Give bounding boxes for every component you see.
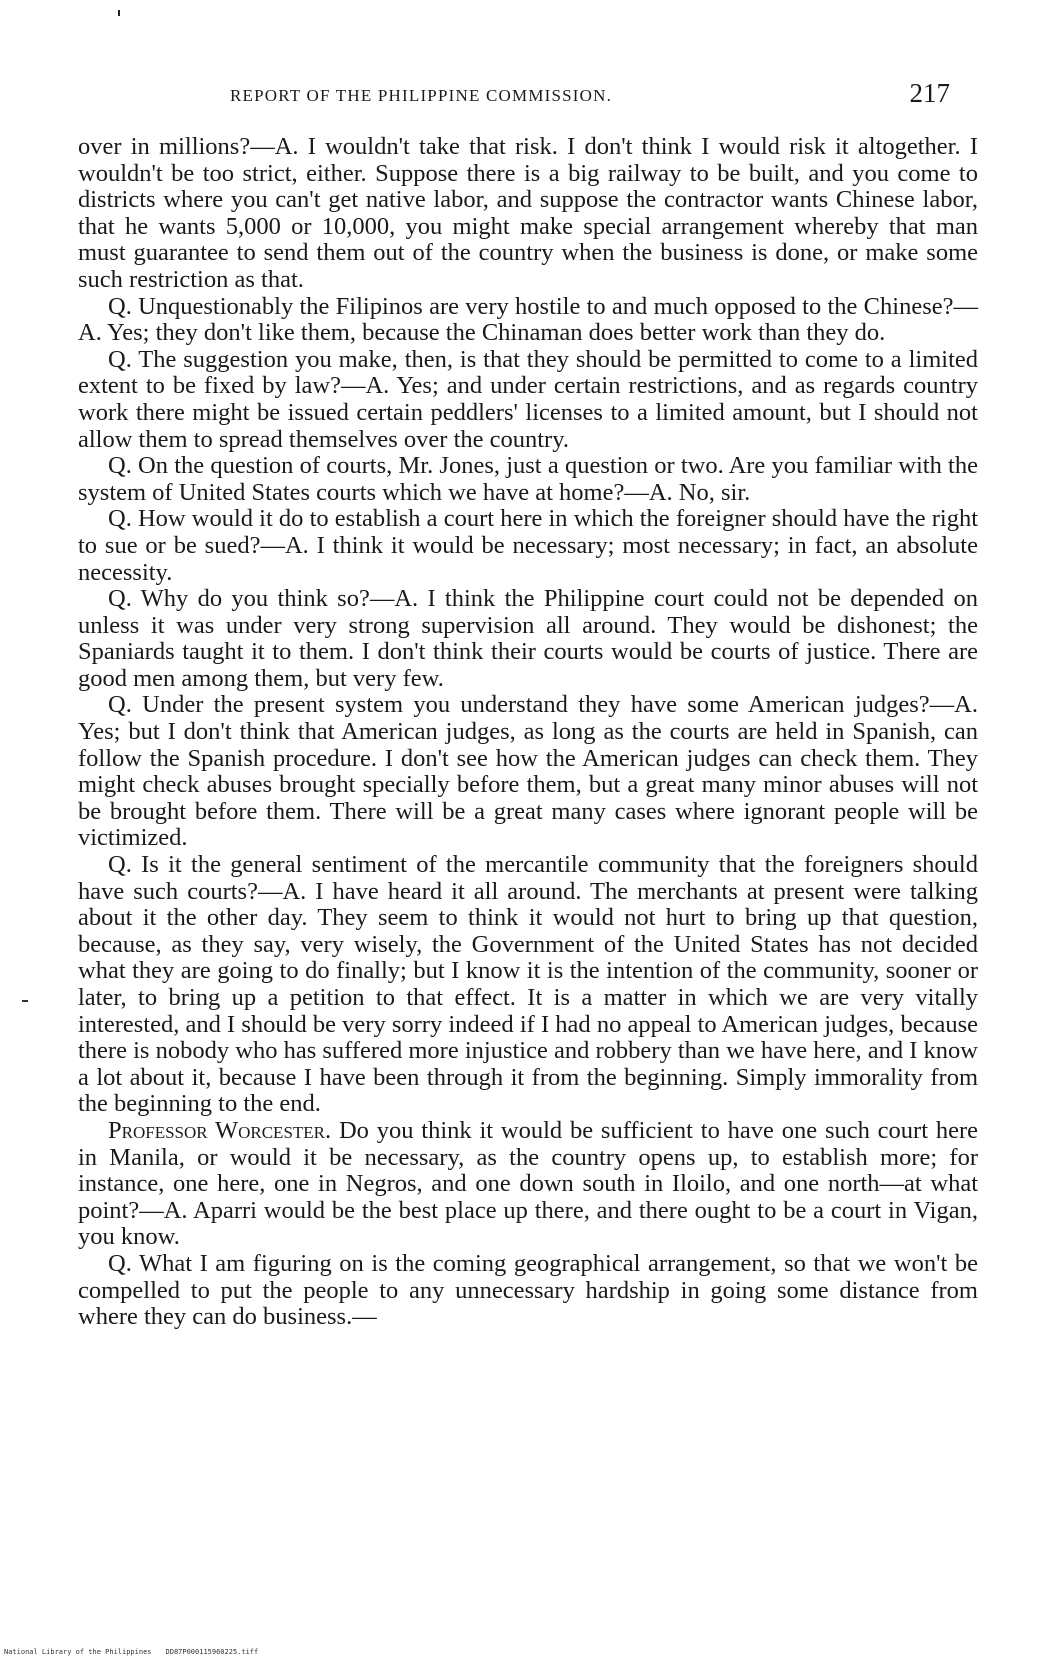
paragraph-qa (78, 852, 978, 1118)
paragraph-text: Q. What I am figuring on is the coming geographical arrangement, so that we won't be compelled to put the people to any unnecessary hardship in going some distance from where they can do business.— (78, 1249, 978, 1331)
paragraph-text: Q. On the question of courts, Mr. Jones, just a question or two. Are you familiar with the system of United States courts which we have at home?—A. No, sir. (78, 452, 978, 506)
paragraph-speaker (78, 1118, 978, 1251)
paragraph-text: Do you think it would be sufficient to have one such court here in Manila, or would it be necessary, as the country opens up, to establish more; for instance, one here, one in Negros, and one down south in Iloilo, and one north—at what point?—A. Aparri would be the best place up there, and there ought to be a court in Vigan, you know. (78, 1116, 978, 1251)
paragraph-text: Q. How would it do to establish a court here in which the foreigner should have the right to sue or be sued?—A. I think it would be necessary; most necessary; in fact, an absolute necessity. (78, 505, 978, 586)
page-body (78, 134, 978, 1331)
paragraph-text: over in millions?—A. I wouldn't take that risk. I don't think I would risk it altogether. I wouldn't be too strict, either. Suppose there is a big railway to be built, and you come to districts where you can't get native labor, and suppose the contractor wants Chinese labor, that he wants 5,000 or 10,000, you might make special arrangement whereby that man must guarantee to send them out of the country when the business is done, or make some such restriction as that. (78, 133, 978, 293)
paragraph-qa (78, 1251, 978, 1331)
paragraph-qa (78, 294, 978, 347)
speaker-name: Professor Worcester. (108, 1116, 332, 1144)
paragraph-qa (78, 692, 978, 852)
paragraph-text: Q. Unquestionably the Filipinos are very hostile to and much opposed to the Chinese?—A. Yes; they don't like them, because the Chinaman does better work than they do. (78, 292, 978, 347)
paragraph-text: Q. Is it the general sentiment of the mercantile community that the foreigners should have such courts?—A. I have heard it all around. The merchants at present were talking about it the other day. They seem to think it would not hurt to bring up that question, because, as they say, very wisely, the Government of the United States has not decided what they are going to do finally; but I know it is the intention of the community, sooner or later, to bring up a petition to that effect. It is a matter in which we are very vitally interested, and I should be very sorry indeed if I had no appeal to American judges, because there is nobody who has suffered more injustice and robbery than we have here, and I know a lot about it, because I have been through it from the beginning. Simply immorality from the beginning to the end. (78, 851, 978, 1118)
page-number: 217 (909, 78, 950, 108)
scan-mark (118, 10, 120, 16)
scan-footer (4, 1648, 258, 1656)
running-head: REPORT OF THE PHILIPPINE COMMISSION. (230, 86, 613, 105)
paragraph-text: Q. Under the present system you understand they have some American judges?—A. Yes; but I don't think that American judges, as long as the courts are held in Spanish, can follow the Spanish procedure. I don't see how the American judges can check them. They might check abuses brought specially before them, but a great many minor abuses will not be brought before them. There will be a great many cases where ignorant people will be victimized. (78, 691, 978, 852)
paragraph-qa (78, 453, 978, 506)
file-name: DD87P000115960225.tiff (165, 1648, 259, 1656)
paragraph-qa (78, 586, 978, 692)
margin-mark (22, 1000, 28, 1002)
paragraph-qa (78, 506, 978, 586)
paragraph-qa (78, 347, 978, 453)
paragraph-text: Q. The suggestion you make, then, is that they should be permitted to come to a limited extent to be fixed by law?—A. Yes; and under certain restrictions, and as regards country work there might be issued certain peddlers' licenses to a limited amount, but I should not allow them to spread themselves over the country. (78, 345, 978, 453)
page-header (230, 78, 950, 114)
library-credit: National Library of the Philippines (4, 1648, 152, 1656)
paragraph-continuation (78, 134, 978, 294)
paragraph-text: Q. Why do you think so?—A. I think the Philippine court could not be depended on unless it was under very strong supervision all around. They would be dishonest; the Spaniards taught it to them. I don't think their courts would be courts of justice. There are good men among them, but very few. (78, 585, 978, 692)
